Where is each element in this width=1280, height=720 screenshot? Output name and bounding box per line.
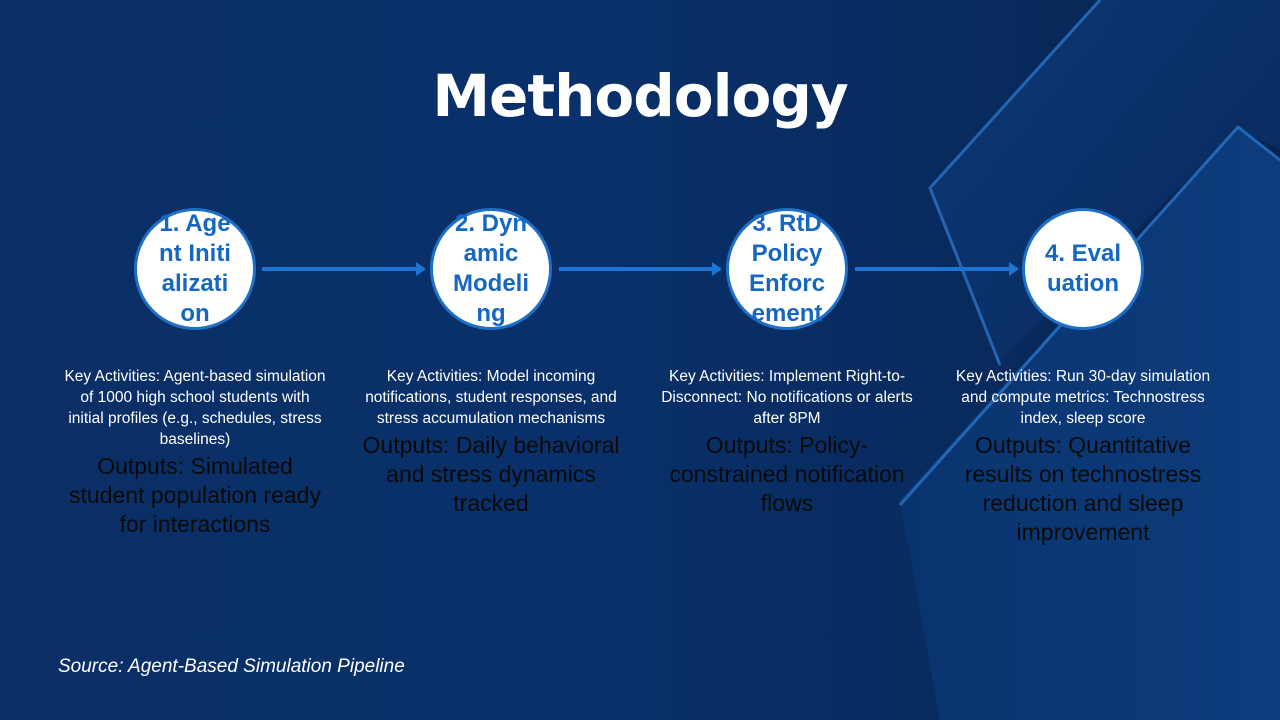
step-3-outputs: Outputs: Policy-constrained notification flows [669, 432, 905, 516]
step-2-outputs: Outputs: Daily behavioral and stress dynamics tracked [362, 432, 620, 516]
step-4-details [952, 366, 1214, 547]
page-title: Methodology [432, 62, 848, 130]
step-3-details [656, 366, 918, 518]
step-2-title: 2. Dynamic Modeling [453, 210, 529, 327]
step-2-circle [430, 208, 552, 330]
step-3-title: 3. RtD Policy Enforcement [748, 210, 825, 327]
step-1-details [64, 366, 326, 539]
step-1-outputs: Outputs: Simulated student population ready for interactions [69, 453, 321, 537]
arrow-2-3 [559, 267, 720, 271]
arrow-3-4 [855, 267, 1017, 271]
step-2-details [360, 366, 622, 518]
step-2-activities: Key Activities: Model incoming notifications, student responses, and stress accumulation mechanisms [365, 368, 617, 427]
step-1-activities: Key Activities: Agent-based simulation of 1000 high school students with initial profiles (e.g., schedules, stress baselines) [64, 368, 326, 448]
step-4-activities: Key Activities: Run 30-day simulation and compute metrics: Technostress index, sleep score [955, 368, 1211, 427]
arrow-1-2 [262, 267, 424, 271]
step-3-circle [726, 208, 848, 330]
step-4-outputs: Outputs: Quantitative results on technostress reduction and sleep improvement [964, 432, 1202, 545]
step-3-activities: Key Activities: Implement Right-to-Disconnect: No notifications or alerts after 8PM [661, 368, 913, 427]
step-4-title: 4. Evaluation [1044, 240, 1122, 297]
source-caption: Source: Agent-Based Simulation Pipeline [58, 656, 405, 677]
step-1-title: 1. Agent Initialization [159, 210, 231, 327]
step-4-circle [1022, 208, 1144, 330]
step-1-circle [134, 208, 256, 330]
